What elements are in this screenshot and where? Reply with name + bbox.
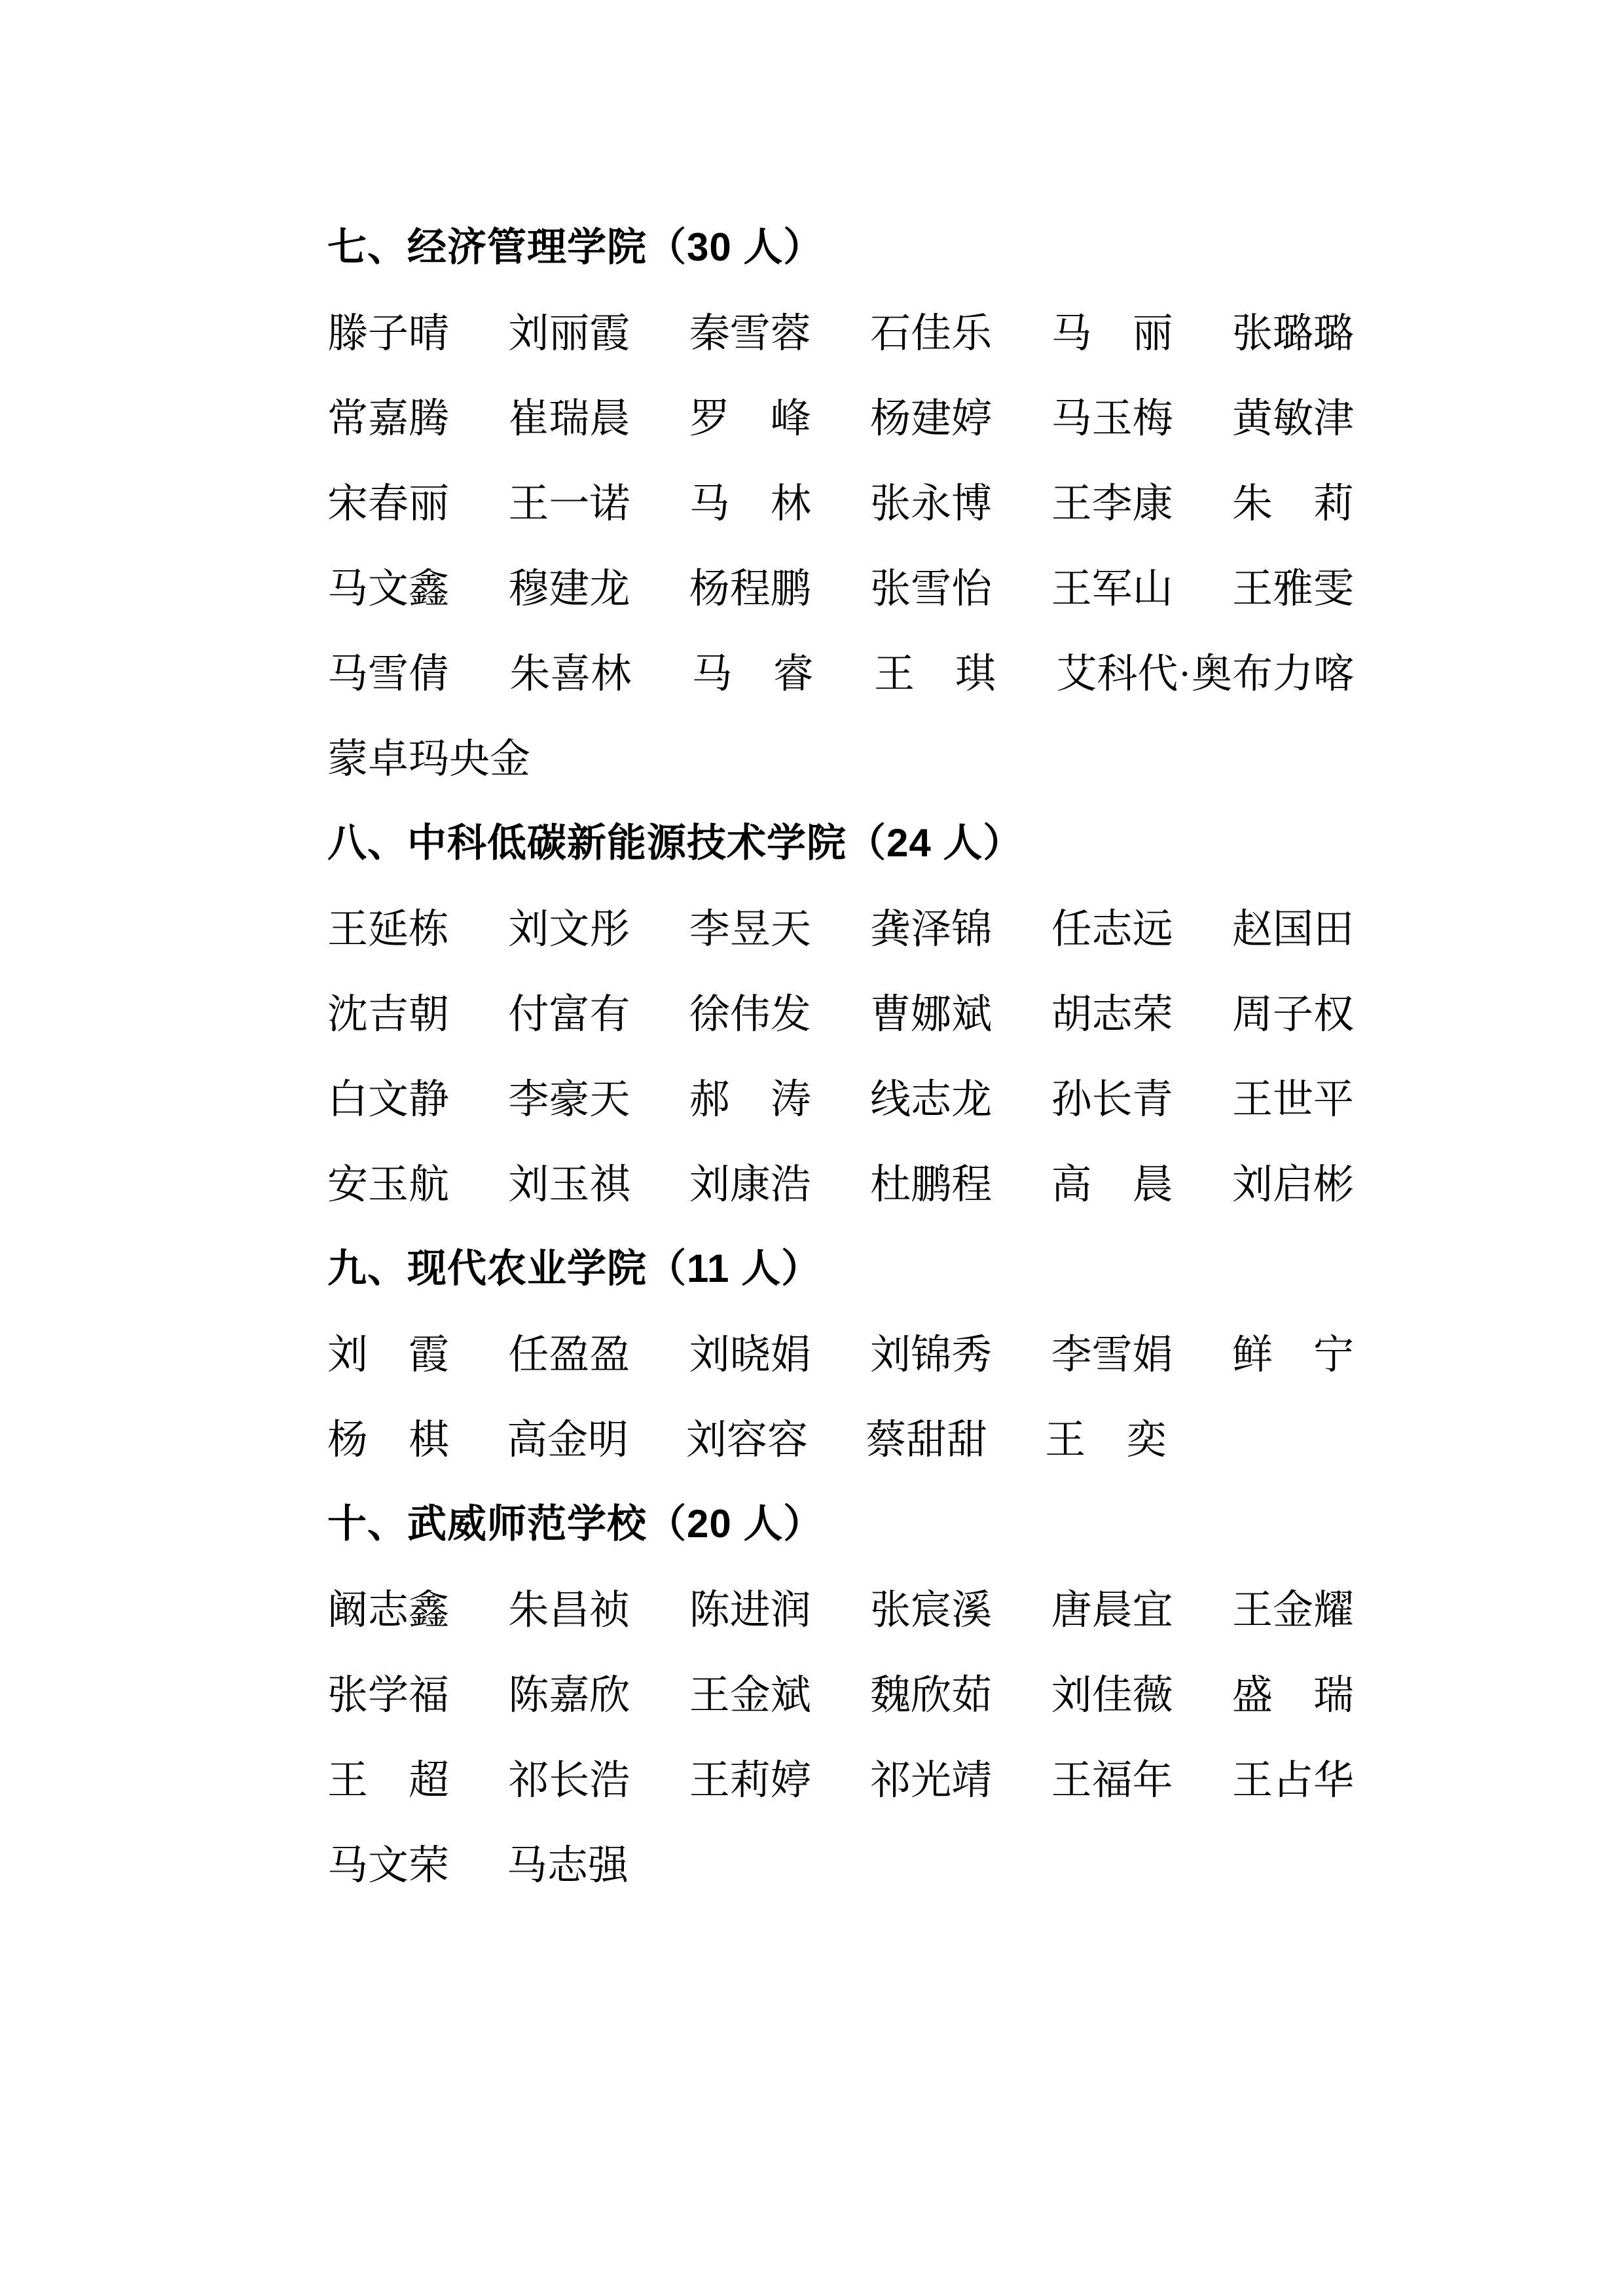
person-name: 刘康浩 — [689, 1162, 811, 1207]
person-name: 马玉梅 — [1051, 396, 1173, 441]
person-name: 刘锦秀 — [870, 1332, 993, 1377]
person-name: 王雅雯 — [1231, 566, 1354, 611]
person-name: 穆建龙 — [508, 566, 630, 611]
person-name: 朱 莉 — [1231, 481, 1354, 526]
person-name: 王 奕 — [1045, 1417, 1167, 1463]
person-name: 王金耀 — [1231, 1588, 1354, 1633]
person-name: 王福年 — [1051, 1758, 1173, 1803]
person-name: 常嘉腾 — [327, 396, 450, 441]
person-name: 刘启彬 — [1231, 1162, 1354, 1207]
person-name: 马文荣 — [327, 1843, 450, 1888]
name-row — [327, 1563, 1354, 1649]
section-heading-2: 八、中科低碳新能源技术学院（24 人） — [327, 821, 1023, 865]
person-name: 安玉航 — [327, 1162, 450, 1207]
name-row — [327, 1649, 1354, 1734]
person-name: 李豪天 — [508, 1077, 630, 1122]
name-row — [327, 712, 1354, 797]
person-name: 杨建婷 — [870, 396, 993, 441]
name-row — [327, 372, 1354, 457]
person-name: 秦雪蓉 — [689, 311, 811, 356]
person-name: 马 睿 — [691, 651, 814, 697]
person-name: 马文鑫 — [327, 566, 450, 611]
name-row — [327, 1819, 1354, 1904]
name-row — [327, 627, 1354, 712]
person-name: 马雪倩 — [327, 651, 450, 697]
person-name: 朱昌祯 — [508, 1588, 630, 1633]
person-name: 陈进润 — [689, 1588, 811, 1633]
person-name: 线志龙 — [870, 1077, 993, 1122]
person-name: 马志强 — [507, 1843, 629, 1888]
section-heading-4: 十、武威师范学校（20 人） — [327, 1502, 824, 1546]
person-name: 龚泽锦 — [870, 907, 993, 952]
person-name: 刘晓娟 — [689, 1332, 811, 1377]
person-name: 王 琪 — [873, 651, 996, 697]
person-name: 刘 霞 — [327, 1332, 450, 1377]
name-row — [327, 1308, 1354, 1393]
person-name: 杨 棋 — [327, 1417, 450, 1463]
person-name: 祁长浩 — [508, 1758, 630, 1803]
person-name: 蒙卓玛央金 — [327, 737, 531, 782]
person-name: 周子权 — [1231, 992, 1354, 1037]
person-name: 张璐璐 — [1231, 311, 1354, 356]
person-name: 王军山 — [1051, 566, 1173, 611]
person-name: 高 晨 — [1051, 1162, 1173, 1207]
person-name: 曹娜斌 — [870, 992, 993, 1037]
name-row — [327, 1138, 1354, 1223]
person-name: 任盈盈 — [508, 1332, 630, 1377]
person-name: 蔡甜甜 — [866, 1417, 988, 1463]
person-name: 石佳乐 — [870, 311, 993, 356]
name-row — [327, 287, 1354, 372]
person-name: 阚志鑫 — [327, 1588, 450, 1633]
person-name: 刘文彤 — [508, 907, 630, 952]
person-name: 白文静 — [327, 1077, 450, 1122]
person-name: 张永博 — [870, 481, 993, 526]
person-name: 刘容容 — [686, 1417, 809, 1463]
document-content — [327, 202, 1354, 1904]
person-name: 宋春丽 — [327, 481, 450, 526]
person-name: 盛 瑞 — [1231, 1673, 1354, 1718]
name-row — [327, 457, 1354, 542]
person-name: 王 超 — [327, 1758, 450, 1803]
person-name: 高金明 — [507, 1417, 629, 1463]
person-name: 刘玉祺 — [508, 1162, 630, 1207]
person-name: 付富有 — [508, 992, 630, 1037]
person-name: 张学福 — [327, 1673, 450, 1718]
person-name: 杨程鹏 — [689, 566, 811, 611]
person-name: 滕子晴 — [327, 311, 450, 356]
person-name: 王世平 — [1231, 1077, 1354, 1122]
person-name: 王莉婷 — [689, 1758, 811, 1803]
person-name: 张雪怡 — [870, 566, 993, 611]
person-name: 孙长青 — [1051, 1077, 1173, 1122]
person-name: 刘丽霞 — [508, 311, 630, 356]
person-name: 马 丽 — [1051, 311, 1173, 356]
person-name: 陈嘉欣 — [508, 1673, 630, 1718]
person-name: 魏欣茹 — [870, 1673, 993, 1718]
person-name: 崔瑞晨 — [508, 396, 630, 441]
section-heading-3: 九、现代农业学院（11 人） — [327, 1247, 822, 1290]
person-name: 郝 涛 — [689, 1077, 811, 1122]
person-name: 唐晨宜 — [1051, 1588, 1173, 1633]
person-name: 任志远 — [1051, 907, 1173, 952]
person-name: 沈吉朝 — [327, 992, 450, 1037]
person-name: 杜鹏程 — [870, 1162, 993, 1207]
name-row — [327, 883, 1354, 968]
name-row — [327, 1734, 1354, 1819]
person-name: 王延栋 — [327, 907, 450, 952]
person-name: 王一诺 — [508, 481, 630, 526]
person-name: 祁光靖 — [870, 1758, 993, 1803]
name-row — [327, 1053, 1354, 1138]
name-row — [327, 542, 1354, 627]
person-name: 王李康 — [1051, 481, 1173, 526]
person-name: 马 林 — [689, 481, 811, 526]
person-name: 徐伟发 — [689, 992, 811, 1037]
person-name: 王金斌 — [689, 1673, 811, 1718]
person-name: 李雪娟 — [1051, 1332, 1173, 1377]
person-name: 胡志荣 — [1051, 992, 1173, 1037]
person-name: 朱喜林 — [509, 651, 632, 697]
person-name: 罗 峰 — [689, 396, 811, 441]
person-name: 李昱天 — [689, 907, 811, 952]
person-name: 刘佳薇 — [1051, 1673, 1173, 1718]
person-name: 艾科代·奥布力喀 — [1056, 651, 1354, 697]
person-name: 鲜 宁 — [1231, 1332, 1354, 1377]
person-name: 黄敏津 — [1231, 396, 1354, 441]
name-row — [327, 1393, 1354, 1478]
name-row — [327, 968, 1354, 1053]
section-heading-1: 七、经济管理学院（30 人） — [327, 225, 824, 269]
person-name: 王占华 — [1231, 1758, 1354, 1803]
person-name: 赵国田 — [1231, 907, 1354, 952]
person-name: 张宸溪 — [870, 1588, 993, 1633]
